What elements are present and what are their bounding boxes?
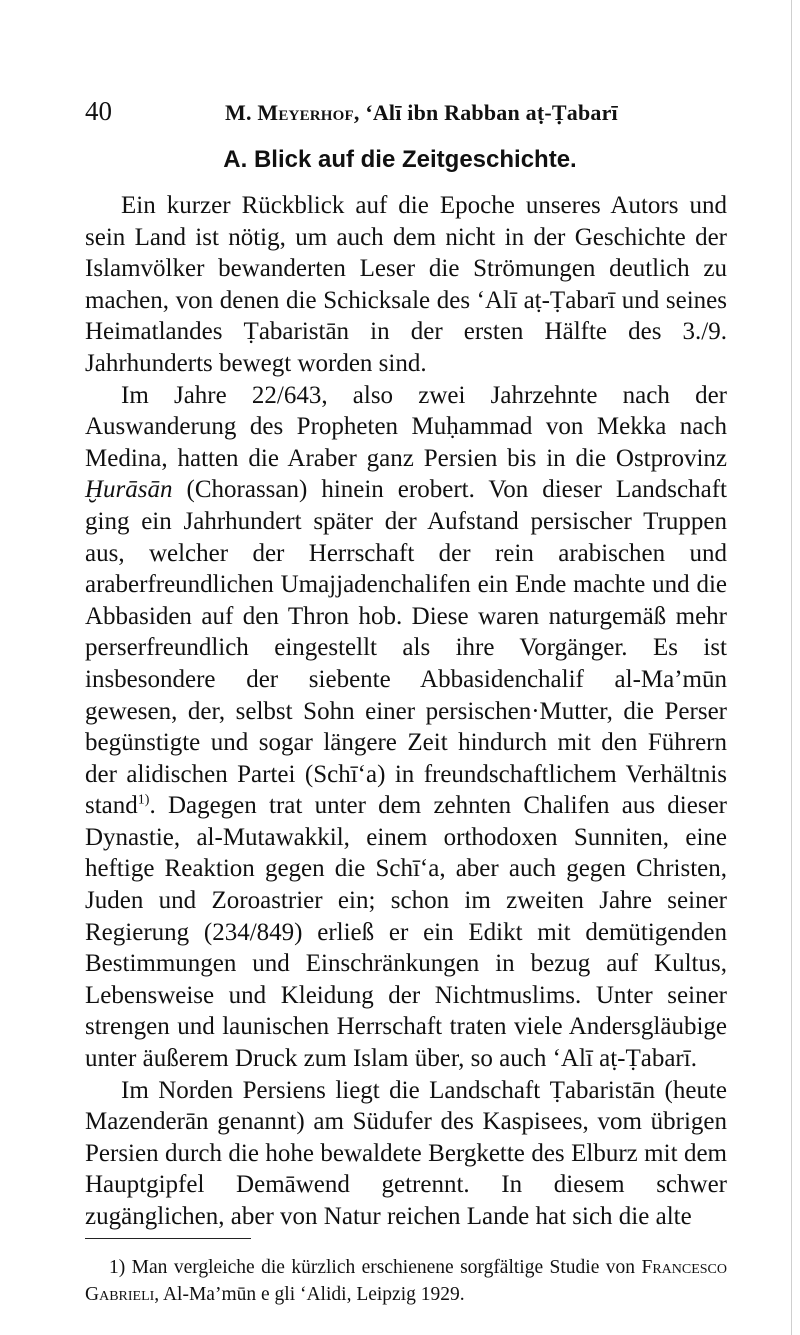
running-head-title: ‘Alī ibn Rabban aṭ-Ṭabarī <box>365 100 618 125</box>
paragraph-3-text: Im Norden Persiens liegt die Landschaft Ṭabaristān (heute Mazenderān genannt) am Südufer des Kaspisees, vom übrigen Persien durch die hohe bewaldete Bergkette des Elburz mit dem Hauptgipfel Demāwend getrennt. In diesem schwer zugänglichen, aber von Natur reichen Lande hat sich die alte <box>85 1076 727 1230</box>
footnote-author: Francesco Gabrieli, <box>85 1257 727 1305</box>
page-edge-line <box>791 0 792 1335</box>
footnote <box>85 1254 727 1308</box>
paragraph-2 <box>85 380 727 1075</box>
running-head <box>225 100 618 126</box>
paragraph-2-text-c: . Dagegen trat unter dem zehnten Chalifen aus dieser Dynastie, al-Mutawakkil, einem orthodoxen Sunniten, eine heftige Reaktion gegen die Schī‘a, aber auch gegen Christen, Juden und Zoroastrier ein; schon im zweiten Jahre seiner Regierung (234/849) erließ er ein Edikt mit demütigenden Bestimmungen und Einschränkungen in bezug auf Kultus, Lebensweise und Kleidung der Nichtmuslims. Unter seiner strengen und launischen Herrschaft traten viele Andersgläubige unter äußerem Druck zum Islam über, so auch ‘Alī aṭ-Ṭabarī. <box>85 792 727 1073</box>
running-head-author: M. Meyerhof, <box>225 100 360 125</box>
paragraph-2-text-a: Im Jahre 22/643, also zwei Jahrzehnte nach der Auswanderung des Propheten Muḥammad von Mekka nach Medina, hatten die Araber ganz Persien bis in die Ostprovinz <box>85 381 727 472</box>
footnote-marker: 1) <box>109 1257 126 1278</box>
page-number: 40 <box>85 96 112 126</box>
running-header <box>85 96 725 136</box>
footnote-divider <box>85 1238 251 1239</box>
section-heading: A. Blick auf die Zeitgeschichte. <box>223 146 577 173</box>
body-text <box>85 190 727 1233</box>
province-name: Ḫurāsān <box>85 476 173 504</box>
paragraph-3 <box>85 1075 727 1233</box>
footnote-title: Al-Ma’mūn e gli ‘Alidi, Leipzig 1929. <box>159 1284 465 1305</box>
footnote-1 <box>85 1254 727 1308</box>
footnote-text: Man vergleiche die kürzlich erschienene sorgfältige Studie von <box>125 1257 642 1278</box>
paragraph-2-text-b: (Chorassan) hinein erobert. Von dieser Landschaft ging ein Jahrhundert später der Aufstand persischer Truppen aus, welcher der Herrschaft der rein arabischen und araberfreundlichen Umajjadenchalifen ein Ende machte und die Abbasiden auf den Thron hob. Diese waren naturgemäß mehr perserfreundlich eingestellt als ihre Vorgänger. Es ist insbesondere der siebente Abbasidenchalif al-Ma’mūn gewesen, der, selbst Sohn einer persischen·Mutter, die Perser begünstigte und sogar längere Zeit hindurch mit den Führern der alidischen Partei (Schī‘a) in freundschaftlichem Verhältnis stand <box>85 476 727 820</box>
paragraph-1-text: Ein kurzer Rückblick auf die Epoche unseres Autors und sein Land ist nötig, um auch dem nicht in der Geschichte der Islamvölker bewanderten Leser die Strömungen deutlich zu machen, von denen die Schicksale des ‘Alī aṭ-Ṭabarī und seines Heimatlandes Ṭabaristān in der ersten Hälfte des 3./9. Jahrhunderts bewegt worden sind. <box>85 192 727 377</box>
paragraph-1 <box>85 190 727 380</box>
footnote-reference[interactable]: 1) <box>137 792 150 808</box>
